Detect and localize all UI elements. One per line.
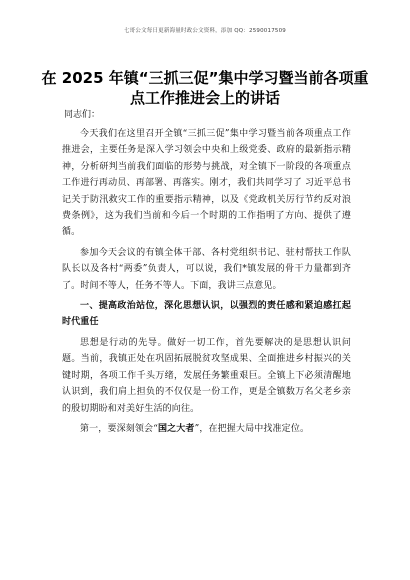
- paragraph-1: 今天我们在这里召开全镇“三抓三促”集中学习暨当前各项重点工作推进会，主要任务是深入学习领会中央和上级党委、政府的最新指示精神，分析研判当前我们面临的形势与挑战，对全镇下一阶段的各项重点工作进行再动员、再部署、再落实。刚才，我们共同学习了 习近平总书记关于防汛救灾工作的重要指示精神，以及《党政机关厉行节约反对浪费条例》，这为我们当前和今后一个时期的工作指明了方向、提供了遵循。: [62, 129, 351, 238]
- point-one: [62, 421, 351, 437]
- point-one-prefix: 第一，要深刻领会“: [80, 423, 158, 434]
- section-paragraph: 思想是行动的先导。做好一切工作，首先要解决的是思想认识问题。当前，我镇正处在巩固拓展脱贫攻坚成果、全面推进乡村振兴的关键时期，各项工作千头万绪，发展任务繁重艰巨。全镇上下必须清醒地认识到，我们肩上担负的不仅仅是一份工作，更是全镇数万名父老乡亲的殷切期盼和对美好生活的向往。: [62, 337, 351, 414]
- salutation: 同志们：: [64, 110, 101, 120]
- point-one-suffix: ”，在把握大局中找准定位。: [194, 423, 310, 434]
- section-heading: 一、提高政治站位，深化思想认识，以强烈的责任感和紧迫感扛起时代重任: [62, 301, 351, 328]
- header-note: 七哥公文每日更新海量时政公文资料，添加 QQ：2590017509: [123, 28, 286, 34]
- document-body: [62, 126, 351, 437]
- document-title: 在 2025 年镇“三抓三促”集中学习暨当前各项重点工作推进会上的讲话: [41, 69, 369, 107]
- point-one-keyword: 国之大者: [157, 423, 195, 434]
- paragraph-2: 参加今天会议的有镇全体干部、各村党组织书记、驻村帮扶工作队队长以及各村“两委”负责人，可以说，我们*镇发展的骨干力量都到齐了。时间不等人，任务不等人。下面，我讲三点意见。: [62, 247, 351, 291]
